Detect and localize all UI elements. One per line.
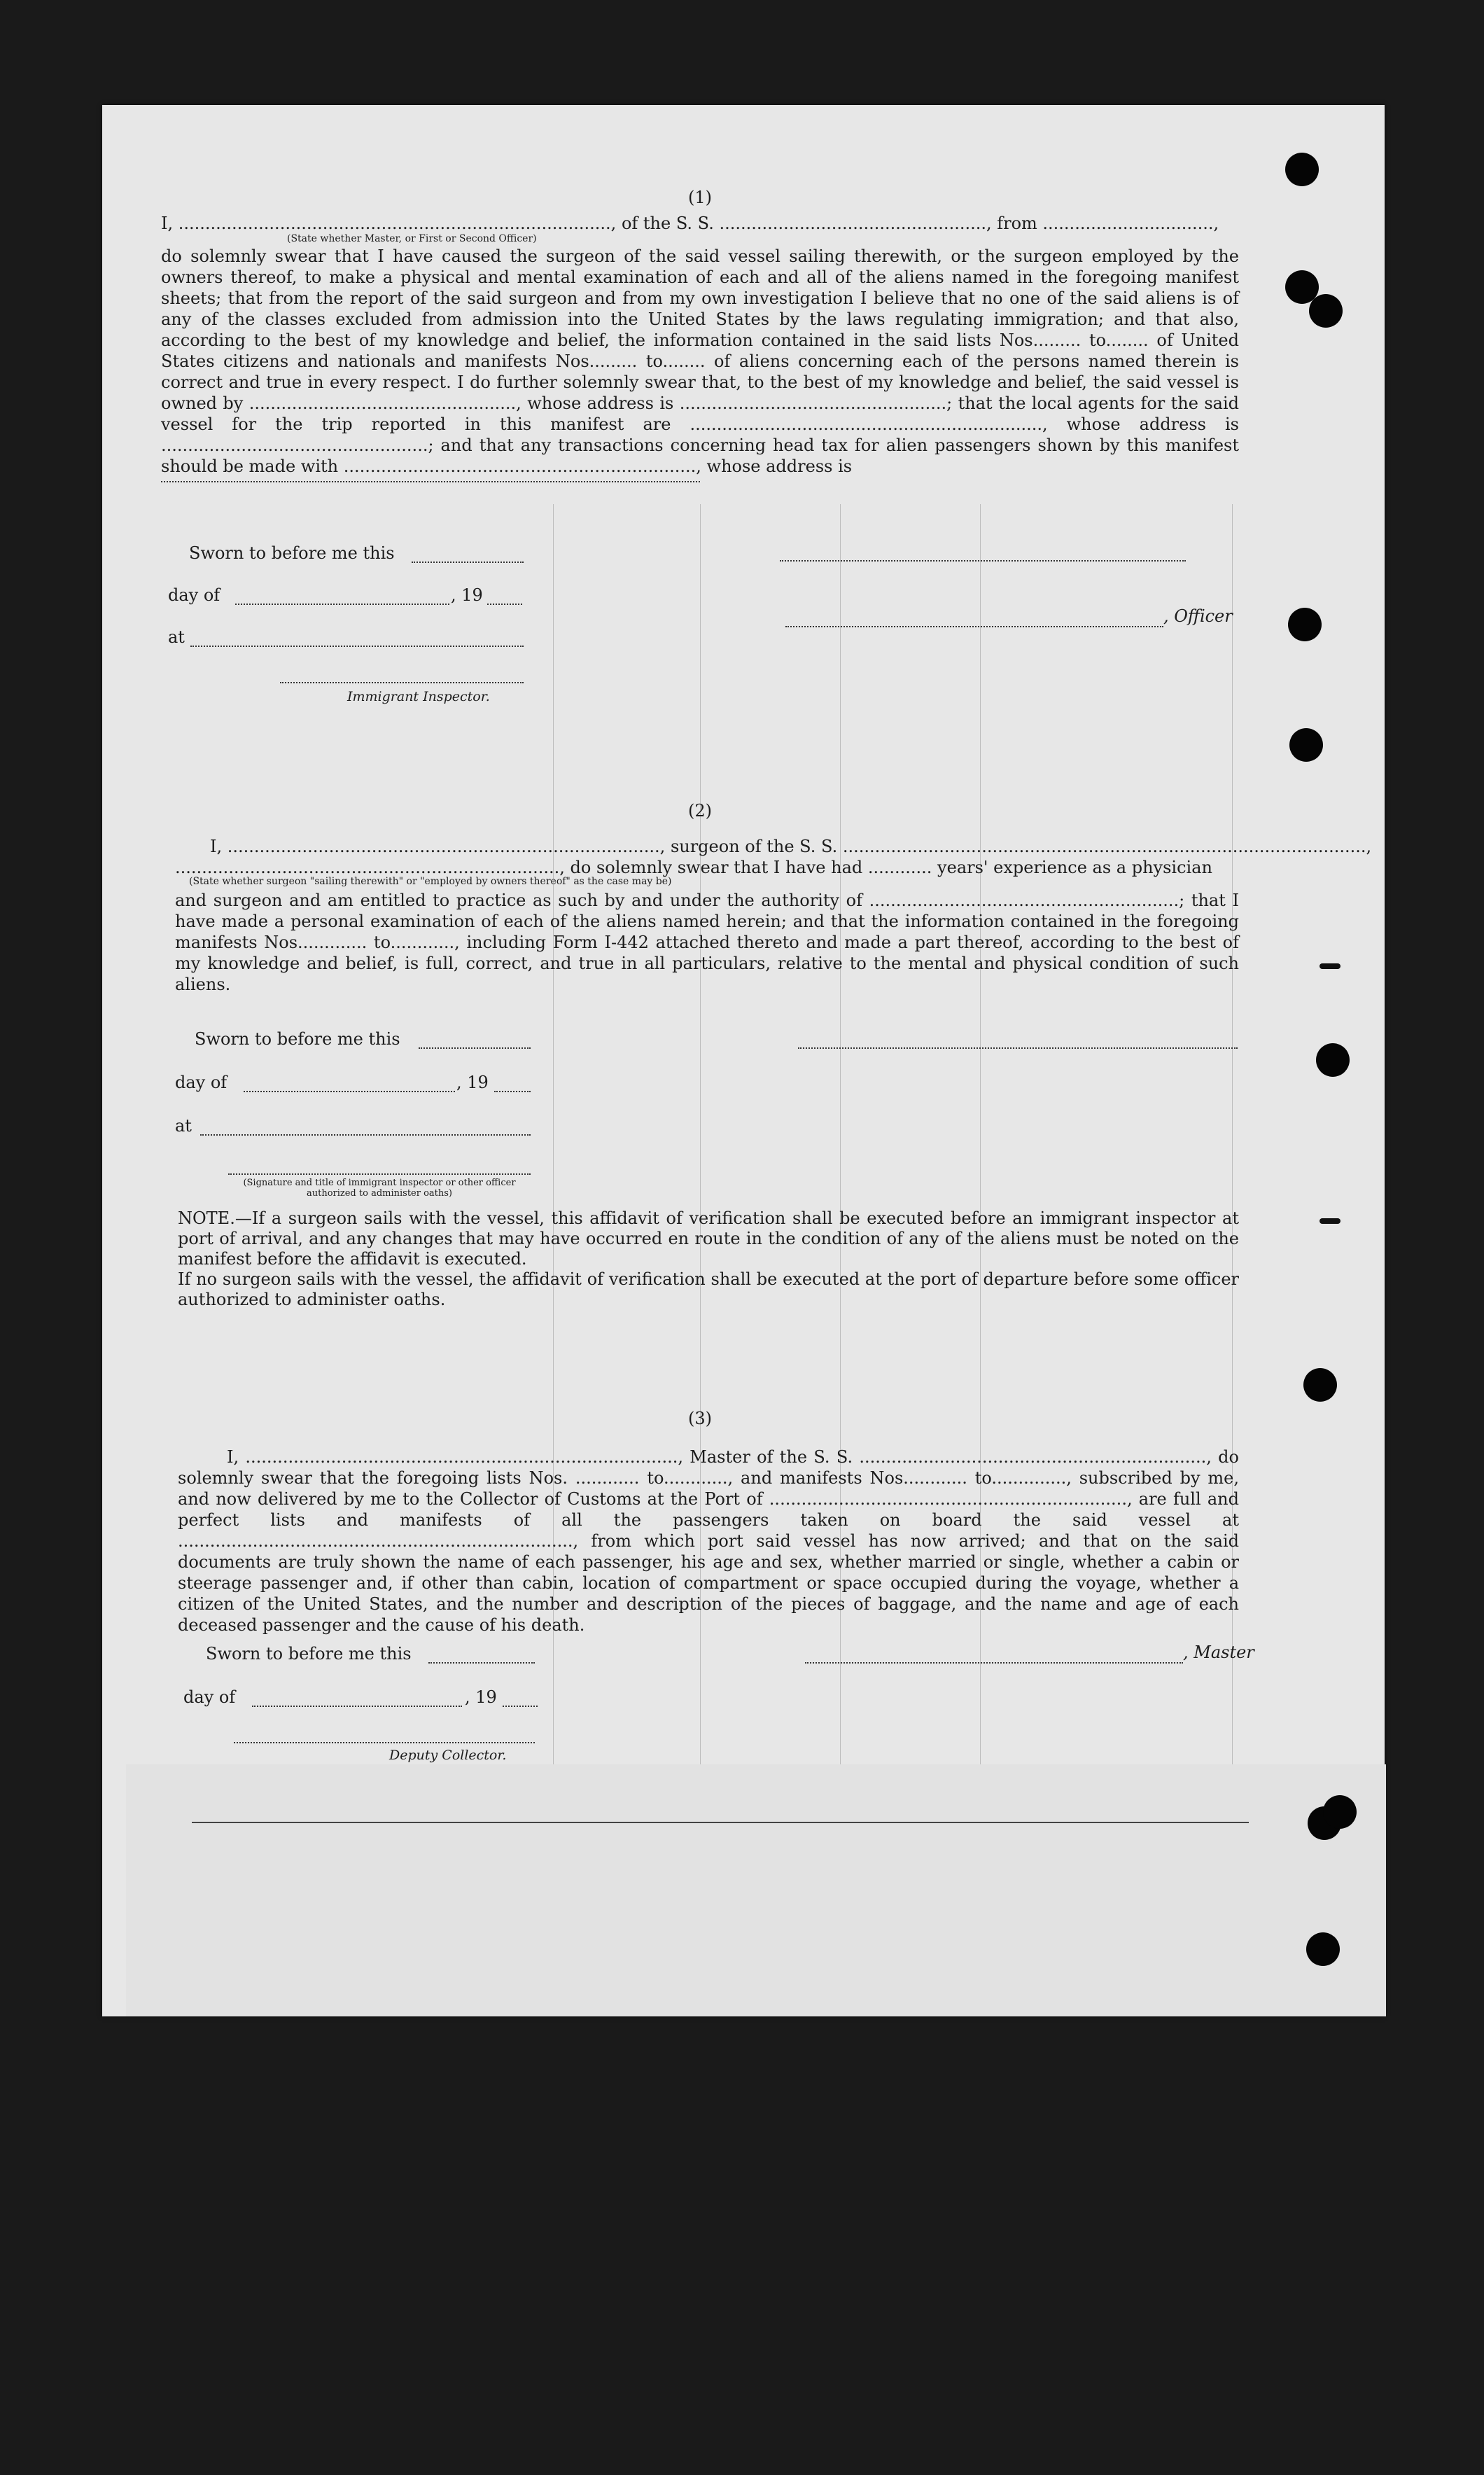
section-3-master-label: , Master	[1183, 1643, 1254, 1662]
section-1-inspector-signature-line	[280, 682, 524, 683]
section-2-note-surgeon-sails: NOTE.—If a surgeon sails with the vessel, this affidavit of verification shall be executed before an immigrant inspector at port of arrival, and any changes that may have occurred en route in the condition of any of the aliens must be noted on the manifest before the affidavit is executed.	[178, 1208, 1239, 1269]
section-2-note-no-surgeon: If no surgeon sails with the vessel, the affidavit of verification shall be executed at the port of departure before some officer authorized to administer oaths.	[178, 1269, 1239, 1309]
section-1-sworn-label: Sworn to before me this	[189, 543, 395, 563]
section-1	[161, 188, 1239, 482]
section-2-at-label: at	[175, 1116, 192, 1136]
section-3-collector-signature-line	[234, 1742, 535, 1743]
punch-hole	[1323, 1795, 1357, 1829]
section-2-opening-line: I, ................................................................................., surgeon of the S. S. ..................................................................................................,	[210, 837, 1372, 856]
section-2-oath-text: and surgeon and am entitled to practice as such by and under the authority of ..........................................................; that I have made a personal examination of each of the aliens named herein; and that the information contained in the foregoing manifests Nos............. to............, including Form I-442 attached thereto and made a part thereof, according to the best of my knowledge and belief, is full, correct, and true in all particulars, relative to the mental and physical condition of such aliens.	[175, 891, 1239, 994]
section-2-year-label: , 19	[456, 1073, 489, 1092]
section-1-number: (1)	[688, 188, 712, 207]
section-1-year-blank	[487, 604, 522, 605]
section-3-collector-label: Deputy Collector.	[389, 1748, 507, 1763]
section-2-day-blank	[244, 1091, 455, 1092]
bottom-rule	[192, 1822, 1249, 1823]
manifest-page-underlay	[126, 1764, 1386, 2016]
section-3-number: (3)	[688, 1409, 712, 1428]
section-1-sworn-blank	[412, 562, 524, 563]
section-1-caption: (State whether Master, or First or Second Officer)	[287, 233, 537, 244]
section-1-oath-text: do solemnly swear that I have caused the surgeon of the said vessel sailing therewith, or the surgeon employed by the owners thereof, to make a physical and mental examination of each and all of the aliens named in the foregoing manifest sheets; that from the report of the said surgeon and from my own investigation I believe that no one of the said aliens is of any of the classes excluded from admission into the United States by the laws regulating immigration; and that also, according to the best of my knowledge and belief, the information contained in the said lists Nos......... to........ of United States citizens and nationals and manifests Nos......... to........ of aliens concerning each of the persons named therein is correct and true in every respect. I do further solemnly swear that, to the best of my knowledge and belief, the said vessel is owned by .................................................., whose address is ..................................................; that the local agents for the said vessel for the trip reported in this manifest are .................................................................., whose address is ..................................................; and that any transactions concerning head tax for alien passengers shown by this manifest should be made with .................................................................., whose address is	[161, 246, 1239, 476]
section-1-at-blank	[190, 646, 524, 647]
punch-hole	[1289, 728, 1323, 762]
section-1-address-blank	[161, 477, 700, 482]
section-3-master-signature-line	[805, 1662, 1183, 1664]
section-1-at-label: at	[168, 627, 185, 647]
section-3	[161, 1409, 1239, 1636]
section-2-sworn-blank	[419, 1047, 531, 1049]
section-3-sworn-blank	[428, 1662, 535, 1664]
binder-mark	[1320, 963, 1340, 969]
section-2-day-label: day of	[175, 1073, 227, 1092]
section-2-notes	[161, 1208, 1239, 1310]
section-3-day-blank	[252, 1706, 462, 1707]
section-1-year-label: , 19	[451, 585, 483, 605]
section-2-second-line: ........................................................................, do solemnly swear that I have had ............ years' experience as a physician	[175, 858, 1212, 877]
section-3-year-blank	[503, 1706, 538, 1707]
section-2-sworn-label: Sworn to before me this	[195, 1029, 400, 1049]
punch-hole	[1309, 294, 1343, 328]
punch-hole	[1288, 608, 1322, 641]
section-2	[161, 801, 1372, 995]
punch-hole	[1316, 1043, 1350, 1077]
section-3-oath-text: I, ................................................................................., Master of the S. S. ................................................................., do solemnly swear that the foregoing lists Nos. ............ to............, and manifests Nos............ to.............., subscribed by me, and now delivered by me to the Collector of Customs at the Port of ..................................................................., are full and perfect lists and manifests of all the passengers taken on board the said vessel at .........................................................................., from which port said vessel has now arrived; and that on the said documents are truly shown the name of each passenger, his age and sex, whether married or single, whether a cabin or steerage passenger and, if other than cabin, location of compartment or space occupied during the voyage, whether a citizen of the United States, and the number and description of the pieces of baggage, and the name and age of each deceased passenger and the cause of his death.	[178, 1447, 1239, 1635]
binder-mark	[1320, 1218, 1340, 1224]
section-3-day-label: day of	[183, 1687, 236, 1707]
section-1-officer-label: , Officer	[1163, 606, 1233, 626]
section-1-inspector-label: Immigrant Inspector.	[347, 689, 490, 704]
section-3-year-label: , 19	[465, 1687, 497, 1707]
section-2-surgeon-signature-line	[798, 1047, 1238, 1049]
punch-hole	[1285, 153, 1319, 186]
section-1-officer-signature-line	[785, 626, 1163, 627]
section-2-number: (2)	[688, 801, 712, 821]
section-1-day-label: day of	[168, 585, 220, 605]
punch-hole	[1306, 1932, 1340, 1966]
section-1-day-blank	[235, 604, 449, 605]
section-3-sworn-label: Sworn to before me this	[206, 1644, 412, 1664]
punch-hole	[1303, 1368, 1337, 1402]
section-1-officer-name-line	[780, 560, 1186, 562]
section-2-signature-caption: (Signature and title of immigrant inspector or other officer authorized to administer oaths)	[243, 1178, 516, 1199]
section-2-at-blank	[200, 1134, 531, 1136]
section-2-caption: (State whether surgeon "sailing therewith" or "employed by owners thereof" as the case may be)	[189, 876, 672, 887]
section-2-year-blank	[494, 1091, 531, 1092]
section-2-officer-signature-line	[228, 1173, 531, 1175]
section-1-opening-line: I, ................................................................................., of the S. S. .................................................., from ................................,	[161, 214, 1219, 233]
